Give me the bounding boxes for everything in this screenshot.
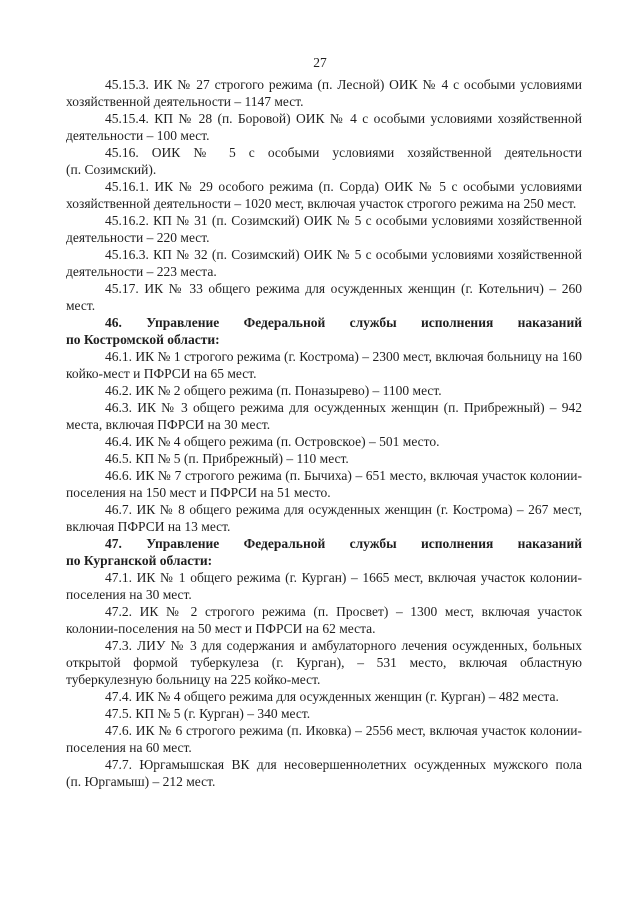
list-item-45-15-3: 45.15.3. ИК № 27 строгого режима (п. Лесной) ОИК № 4 с особыми условиями хозяйственной деятельности – 1147 мест. [66,77,582,109]
list-item-45-16-3: 45.16.3. КП № 32 (п. Созимский) ОИК № 5 с особыми условиями хозяйственной деятельности – 223 места. [66,247,582,279]
list-item-45-15-4: 45.15.4. КП № 28 (п. Боровой) ОИК № 4 с особыми условиями хозяйственной деятельности – 100 мест. [66,111,582,143]
section-heading-47 [66,535,582,569]
list-item-47-5: 47.5. КП № 5 (г. Курган) – 340 мест. [105,706,311,721]
list-item-45-16: 45.16. ОИК № 5 с особыми условиями хозяйственной деятельности (п. Созимский). [66,145,582,177]
list-item-47-2: 47.2. ИК № 2 строгого режима (п. Просвет) – 1300 мест, включая участок колонии-поселения на 50 мест и ПФРСИ на 62 места. [66,604,582,636]
section-heading-47-region: по Курганской области: [66,553,213,568]
list-item-46-4: 46.4. ИК № 4 общего режима (п. Островское) – 501 место. [105,434,440,449]
list-item-46-2: 46.2. ИК № 2 общего режима (п. Поназырево) – 1100 мест. [105,383,442,398]
list-item-46-5: 46.5. КП № 5 (п. Прибрежный) – 110 мест. [105,451,349,466]
document-body [66,76,582,790]
list-item-46-6: 46.6. ИК № 7 строгого режима (п. Бычиха) – 651 место, включая участок колонии-поселения на 150 мест и ПФРСИ на 51 место. [66,468,582,500]
list-item-46-3: 46.3. ИК № 3 общего режима для осужденных женщин (п. Прибрежный) – 942 места, включая ПФРСИ на 30 мест. [66,400,582,432]
section-heading-46-region: по Костромской области: [66,332,220,347]
list-item-45-16-2: 45.16.2. КП № 31 (п. Созимский) ОИК № 5 с особыми условиями хозяйственной деятельности – 220 мест. [66,213,582,245]
list-item-47-4: 47.4. ИК № 4 общего режима для осужденных женщин (г. Курган) – 482 места. [105,689,559,704]
section-heading-47-main: 47. Управление Федеральной службы исполнения наказаний [105,536,582,551]
section-heading-46 [66,314,582,348]
list-item-47-6: 47.6. ИК № 6 строгого режима (п. Иковка) – 2556 мест, включая участок колонии-поселения на 60 мест. [66,723,582,755]
list-item-46-7: 46.7. ИК № 8 общего режима для осужденных женщин (г. Кострома) – 267 мест, включая ПФРСИ на 13 мест. [66,502,582,534]
section-heading-46-main: 46. Управление Федеральной службы исполнения наказаний [105,315,582,330]
list-item-47-3: 47.3. ЛИУ № 3 для содержания и амбулаторного лечения осужденных, больных открытой формой туберкулеза (г. Курган), – 531 место, включая областную туберкулезную больницу на 225 койко-мест. [66,638,582,687]
page-number: 27 [313,55,327,70]
list-item-45-16-1: 45.16.1. ИК № 29 особого режима (п. Сорда) ОИК № 5 с особыми условиями хозяйственной деятельности – 1020 мест, включая участок строгого режима на 250 мест. [66,179,582,211]
list-item-47-1: 47.1. ИК № 1 общего режима (г. Курган) – 1665 мест, включая участок колонии-поселения на 30 мест. [66,570,582,602]
list-item-47-7: 47.7. Юргамышская ВК для несовершеннолетних осужденных мужского пола (п. Юргамыш) – 212 мест. [66,757,582,789]
list-item-45-17: 45.17. ИК № 33 общего режима для осужденных женщин (г. Котельнич) – 260 мест. [66,281,582,313]
list-item-46-1: 46.1. ИК № 1 строгого режима (г. Кострома) – 2300 мест, включая больницу на 160 койко-мест и ПФРСИ на 65 мест. [66,349,582,381]
